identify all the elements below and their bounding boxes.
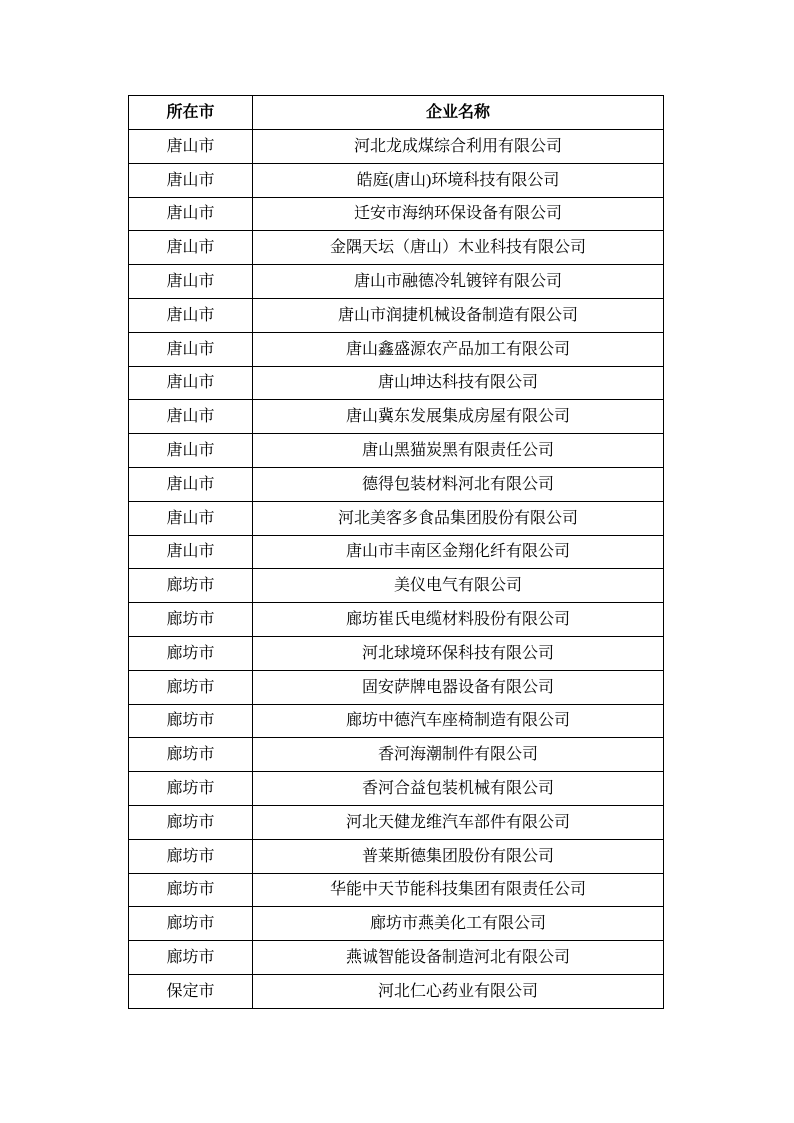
table-row (129, 231, 664, 265)
table-row (129, 265, 664, 299)
table-row (129, 772, 664, 806)
company-cell: 河北龙成煤综合利用有限公司 (253, 130, 664, 164)
table-row (129, 805, 664, 839)
city-cell: 唐山市 (129, 332, 253, 366)
city-cell: 廊坊市 (129, 670, 253, 704)
header-city: 所在市 (129, 96, 253, 130)
city-cell: 唐山市 (129, 265, 253, 299)
city-cell: 廊坊市 (129, 569, 253, 603)
table-row (129, 636, 664, 670)
city-cell: 廊坊市 (129, 941, 253, 975)
company-cell: 唐山市润捷机械设备制造有限公司 (253, 298, 664, 332)
company-cell: 河北天健龙维汽车部件有限公司 (253, 805, 664, 839)
table-row (129, 738, 664, 772)
table-row (129, 873, 664, 907)
table-row (129, 130, 664, 164)
company-cell: 迁安市海纳环保设备有限公司 (253, 197, 664, 231)
company-cell: 唐山鑫盛源农产品加工有限公司 (253, 332, 664, 366)
city-cell: 廊坊市 (129, 636, 253, 670)
city-cell: 廊坊市 (129, 805, 253, 839)
table-row (129, 197, 664, 231)
city-cell: 廊坊市 (129, 704, 253, 738)
table-body (129, 130, 664, 1009)
table-row (129, 569, 664, 603)
company-cell: 廊坊崔氏电缆材料股份有限公司 (253, 603, 664, 637)
table-row (129, 907, 664, 941)
city-cell: 唐山市 (129, 130, 253, 164)
company-cell: 香河海潮制件有限公司 (253, 738, 664, 772)
city-cell: 廊坊市 (129, 839, 253, 873)
table-row (129, 670, 664, 704)
table-row (129, 163, 664, 197)
company-cell: 河北球境环保科技有限公司 (253, 636, 664, 670)
table-row (129, 941, 664, 975)
company-cell: 燕诚智能设备制造河北有限公司 (253, 941, 664, 975)
city-cell: 唐山市 (129, 501, 253, 535)
city-cell: 唐山市 (129, 467, 253, 501)
company-cell: 廊坊中德汽车座椅制造有限公司 (253, 704, 664, 738)
city-cell: 唐山市 (129, 231, 253, 265)
city-cell: 廊坊市 (129, 907, 253, 941)
company-cell: 华能中天节能科技集团有限责任公司 (253, 873, 664, 907)
company-cell: 皓庭(唐山)环境科技有限公司 (253, 163, 664, 197)
company-table (128, 95, 664, 1009)
company-cell: 唐山黑猫炭黑有限责任公司 (253, 434, 664, 468)
company-cell: 美仪电气有限公司 (253, 569, 664, 603)
table-row (129, 704, 664, 738)
company-cell: 唐山坤达科技有限公司 (253, 366, 664, 400)
table-row (129, 467, 664, 501)
city-cell: 保定市 (129, 974, 253, 1008)
company-cell: 廊坊市燕美化工有限公司 (253, 907, 664, 941)
company-cell: 唐山冀东发展集成房屋有限公司 (253, 400, 664, 434)
table-row (129, 400, 664, 434)
table-row (129, 332, 664, 366)
table-row (129, 839, 664, 873)
company-cell: 金隅天坛（唐山）木业科技有限公司 (253, 231, 664, 265)
table-row (129, 366, 664, 400)
table-row (129, 434, 664, 468)
city-cell: 唐山市 (129, 434, 253, 468)
city-cell: 唐山市 (129, 400, 253, 434)
table-row (129, 535, 664, 569)
header-row (129, 96, 664, 130)
header-company: 企业名称 (253, 96, 664, 130)
city-cell: 唐山市 (129, 163, 253, 197)
company-cell: 河北美客多食品集团股份有限公司 (253, 501, 664, 535)
city-cell: 唐山市 (129, 197, 253, 231)
table-row (129, 501, 664, 535)
city-cell: 唐山市 (129, 366, 253, 400)
company-cell: 普莱斯德集团股份有限公司 (253, 839, 664, 873)
city-cell: 廊坊市 (129, 772, 253, 806)
city-cell: 廊坊市 (129, 738, 253, 772)
table-row (129, 603, 664, 637)
table-row (129, 298, 664, 332)
company-cell: 唐山市融德冷轧镀锌有限公司 (253, 265, 664, 299)
company-cell: 河北仁心药业有限公司 (253, 974, 664, 1008)
company-cell: 德得包装材料河北有限公司 (253, 467, 664, 501)
company-cell: 固安萨牌电器设备有限公司 (253, 670, 664, 704)
city-cell: 唐山市 (129, 298, 253, 332)
company-cell: 唐山市丰南区金翔化纤有限公司 (253, 535, 664, 569)
company-cell: 香河合益包装机械有限公司 (253, 772, 664, 806)
city-cell: 廊坊市 (129, 603, 253, 637)
city-cell: 廊坊市 (129, 873, 253, 907)
table-row (129, 974, 664, 1008)
city-cell: 唐山市 (129, 535, 253, 569)
